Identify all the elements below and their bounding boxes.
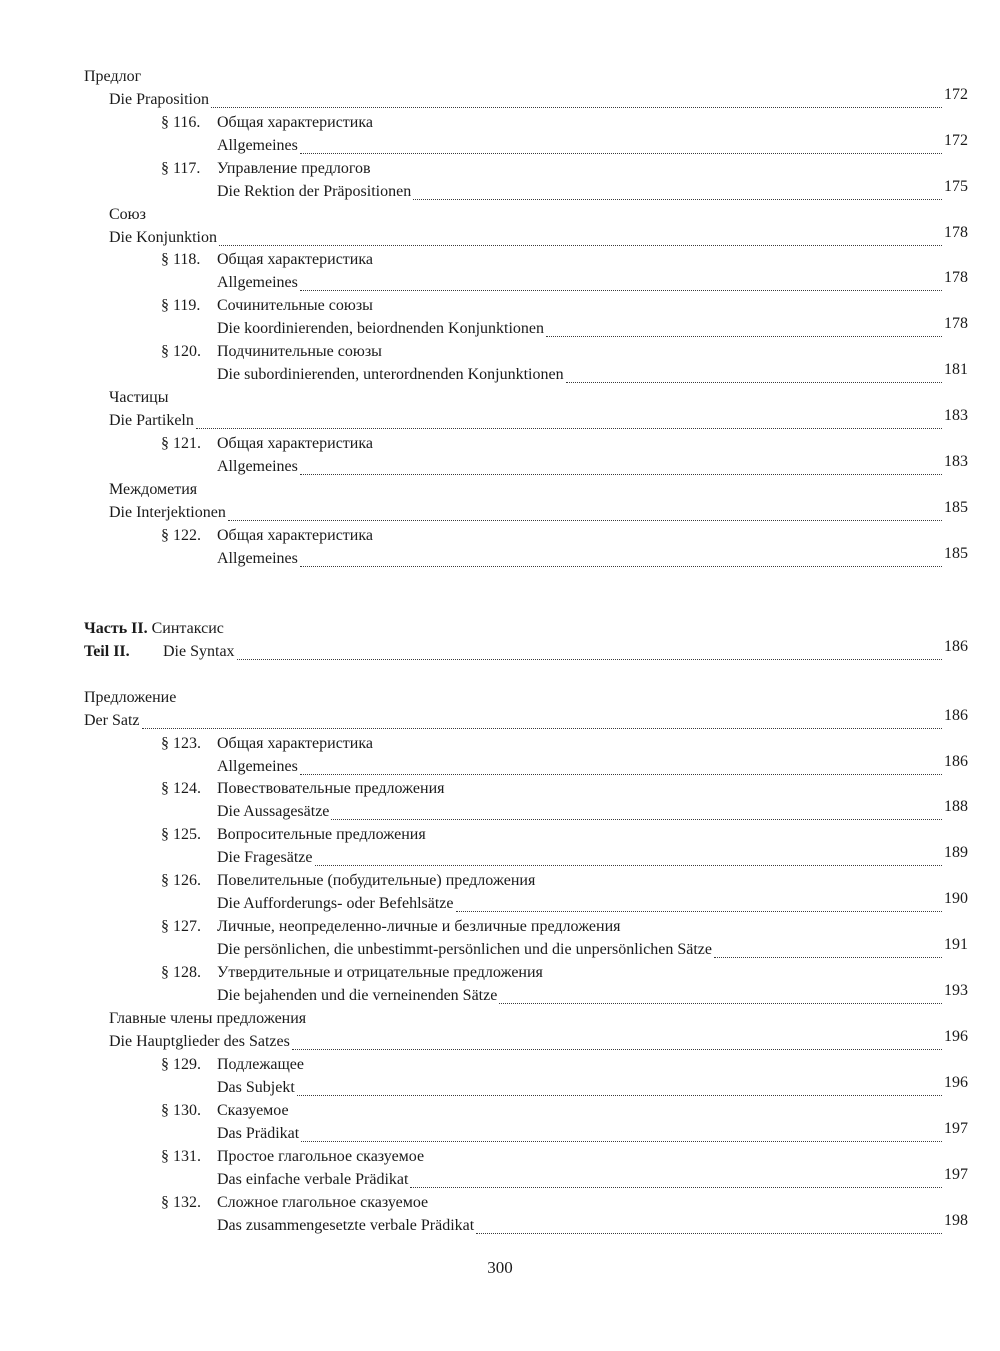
paragraph-heading-ru bbox=[161, 294, 373, 317]
entry-title: Das Prädikat bbox=[217, 1125, 300, 1142]
entry-page: 189 bbox=[944, 844, 968, 861]
toc-entry bbox=[109, 501, 968, 524]
dot-leader bbox=[300, 280, 942, 291]
entry-page: 178 bbox=[944, 269, 968, 286]
dot-leader bbox=[300, 143, 942, 154]
part-label: Часть II. bbox=[84, 620, 148, 637]
paragraph-title: Повествовательные предложения bbox=[217, 780, 445, 797]
dot-leader bbox=[228, 510, 942, 521]
toc-entry bbox=[217, 800, 968, 823]
entry-title: Das einfache verbale Prädikat bbox=[217, 1171, 409, 1188]
entry-title: Allgemeines bbox=[217, 758, 298, 775]
paragraph-number: § 123. bbox=[161, 735, 201, 752]
heading-text: Союз bbox=[109, 206, 146, 223]
heading-text: Главные члены предложения bbox=[109, 1010, 307, 1027]
heading-text: Частицы bbox=[109, 389, 169, 406]
dot-leader bbox=[301, 1131, 942, 1142]
paragraph-heading-ru bbox=[161, 1099, 289, 1122]
paragraph-heading-ru bbox=[161, 915, 621, 938]
dot-leader bbox=[315, 855, 942, 866]
entry-page: 196 bbox=[944, 1028, 968, 1045]
paragraph-heading-ru bbox=[161, 111, 373, 134]
paragraph-number: § 125. bbox=[161, 826, 201, 843]
entry-page: 190 bbox=[944, 890, 968, 907]
section-heading-ru bbox=[109, 1007, 306, 1030]
entry-page: 191 bbox=[944, 936, 968, 953]
heading-text: Предлог bbox=[84, 68, 142, 85]
toc-entry bbox=[217, 938, 968, 961]
heading-text: Междометия bbox=[109, 481, 198, 498]
paragraph-number: § 116. bbox=[161, 114, 201, 131]
paragraph-heading-ru bbox=[161, 1053, 304, 1076]
paragraph-title: Сложное глагольное сказуемое bbox=[217, 1194, 429, 1211]
section-heading-ru bbox=[84, 686, 176, 709]
paragraph-heading-ru bbox=[161, 1145, 424, 1168]
paragraph-title: Утвердительные и отрицательные предложения bbox=[217, 964, 543, 981]
paragraph-heading-ru bbox=[161, 732, 373, 755]
toc-entry bbox=[109, 1030, 968, 1053]
paragraph-number: § 120. bbox=[161, 343, 201, 360]
part-title: Синтаксис bbox=[151, 620, 224, 637]
paragraph-title: Сочинительные союзы bbox=[217, 297, 373, 314]
toc-entry bbox=[109, 409, 968, 432]
dot-leader bbox=[211, 97, 942, 108]
part-label: Teil II. bbox=[84, 643, 130, 660]
paragraph-title: Общая характеристика bbox=[217, 527, 373, 544]
paragraph-number: § 124. bbox=[161, 780, 201, 797]
paragraph-heading-ru bbox=[161, 823, 426, 846]
paragraph-heading-ru bbox=[161, 869, 535, 892]
paragraph-title: Сказуемое bbox=[217, 1102, 289, 1119]
entry-page: 175 bbox=[944, 178, 968, 195]
paragraph-title: Общая характеристика bbox=[217, 435, 373, 452]
toc-entry bbox=[217, 180, 968, 203]
dot-leader bbox=[499, 993, 942, 1004]
paragraph-heading-ru bbox=[161, 1191, 428, 1214]
dot-leader bbox=[292, 1039, 942, 1050]
heading-text: Предложение bbox=[84, 689, 177, 706]
toc-entry bbox=[217, 1214, 968, 1237]
toc-entry bbox=[217, 317, 968, 340]
dot-leader bbox=[413, 189, 942, 200]
entry-title: Das zusammengesetzte verbale Prädikat bbox=[217, 1217, 475, 1234]
paragraph-number: § 118. bbox=[161, 251, 201, 268]
entry-page: 183 bbox=[944, 453, 968, 470]
toc-entry bbox=[109, 226, 968, 249]
section-heading-ru bbox=[84, 65, 141, 88]
paragraph-number: § 131. bbox=[161, 1148, 201, 1165]
paragraph-number: § 130. bbox=[161, 1102, 201, 1119]
dot-leader bbox=[714, 947, 942, 958]
paragraph-title: Простое глагольное сказуемое bbox=[217, 1148, 425, 1165]
toc-entry bbox=[109, 88, 968, 111]
dot-leader bbox=[297, 1085, 942, 1096]
toc-entry bbox=[217, 755, 968, 778]
paragraph-number: § 126. bbox=[161, 872, 201, 889]
toc-entry bbox=[217, 1122, 968, 1145]
toc-entry bbox=[217, 1168, 968, 1191]
toc-entry bbox=[84, 640, 968, 663]
toc-entry bbox=[217, 892, 968, 915]
entry-page: 197 bbox=[944, 1166, 968, 1183]
dot-leader bbox=[300, 556, 942, 567]
entry-title: Die Hauptglieder des Satzes bbox=[109, 1033, 290, 1050]
entry-title: Die subordinierenden, unterordnenden Konjunktionen bbox=[217, 366, 564, 383]
dot-leader bbox=[237, 649, 942, 660]
paragraph-heading-ru bbox=[161, 524, 373, 547]
paragraph-number: § 119. bbox=[161, 297, 201, 314]
toc-entry bbox=[217, 363, 968, 386]
dot-leader bbox=[566, 372, 942, 383]
paragraph-number: § 121. bbox=[161, 435, 201, 452]
entry-page: 178 bbox=[944, 315, 968, 332]
dot-leader bbox=[476, 1223, 942, 1234]
entry-page: 186 bbox=[944, 638, 968, 655]
part-heading-ru bbox=[84, 617, 224, 640]
entry-title: Die Praposition bbox=[109, 91, 209, 108]
toc-entry bbox=[217, 271, 968, 294]
paragraph-number: § 127. bbox=[161, 918, 201, 935]
entry-title: Das Subjekt bbox=[217, 1079, 295, 1096]
paragraph-number: § 129. bbox=[161, 1056, 201, 1073]
entry-title: Allgemeines bbox=[217, 137, 298, 154]
paragraph-heading-ru bbox=[161, 961, 543, 984]
paragraph-title: Подлежащее bbox=[217, 1056, 304, 1073]
dot-leader bbox=[546, 326, 942, 337]
dot-leader bbox=[410, 1177, 942, 1188]
entry-title: Allgemeines bbox=[217, 458, 298, 475]
page-number: 300 bbox=[487, 1258, 513, 1277]
paragraph-heading-ru bbox=[161, 432, 373, 455]
toc-entry bbox=[217, 547, 968, 570]
entry-page: 193 bbox=[944, 982, 968, 999]
entry-title: Der Satz bbox=[84, 712, 140, 729]
entry-page: 198 bbox=[944, 1212, 968, 1229]
dot-leader bbox=[300, 764, 942, 775]
dot-leader bbox=[142, 718, 942, 729]
entry-title: Die Aussagesätze bbox=[217, 803, 330, 820]
paragraph-number: § 117. bbox=[161, 160, 201, 177]
dot-leader bbox=[456, 901, 942, 912]
toc-entry bbox=[84, 709, 968, 732]
entry-title: Die persönlichen, die unbestimmt-persönlichen und die unpersönlichen Sätze bbox=[217, 941, 712, 958]
entry-title: Die Aufforderungs- oder Befehlsätze bbox=[217, 895, 454, 912]
entry-title: Die koordinierenden, beiordnenden Konjunktionen bbox=[217, 320, 545, 337]
toc-entry bbox=[217, 846, 968, 869]
paragraph-heading-ru bbox=[161, 777, 444, 800]
toc-entry bbox=[217, 134, 968, 157]
entry-page: 188 bbox=[944, 798, 968, 815]
entry-page: 186 bbox=[944, 753, 968, 770]
paragraph-heading-ru bbox=[161, 340, 382, 363]
entry-page: 183 bbox=[944, 407, 968, 424]
part-title: Die Syntax bbox=[163, 643, 235, 660]
dot-leader bbox=[196, 418, 942, 429]
entry-page: 197 bbox=[944, 1120, 968, 1137]
entry-title: Die Partikeln bbox=[109, 412, 194, 429]
entry-title: Die Rektion der Präpositionen bbox=[217, 183, 412, 200]
entry-page: 185 bbox=[944, 545, 968, 562]
entry-page: 185 bbox=[944, 499, 968, 516]
section-heading-ru bbox=[109, 386, 168, 409]
entry-page: 186 bbox=[944, 707, 968, 724]
dot-leader bbox=[300, 464, 942, 475]
paragraph-number: § 132. bbox=[161, 1194, 201, 1211]
entry-title: Die Interjektionen bbox=[109, 504, 226, 521]
entry-page: 178 bbox=[944, 224, 968, 241]
dot-leader bbox=[331, 809, 942, 820]
paragraph-title: Общая характеристика bbox=[217, 114, 373, 131]
paragraph-title: Личные, неопределенно-личные и безличные предложения bbox=[217, 918, 621, 935]
entry-title: Die bejahenden und die verneinenden Sätze bbox=[217, 987, 498, 1004]
paragraph-number: § 128. bbox=[161, 964, 201, 981]
toc-entry bbox=[217, 455, 968, 478]
paragraph-number: § 122. bbox=[161, 527, 201, 544]
entry-page: 172 bbox=[944, 132, 968, 149]
paragraph-title: Общая характеристика bbox=[217, 735, 373, 752]
section-heading-ru bbox=[109, 478, 197, 501]
paragraph-title: Вопросительные предложения bbox=[217, 826, 426, 843]
paragraph-heading-ru bbox=[161, 248, 373, 271]
paragraph-heading-ru bbox=[161, 157, 371, 180]
paragraph-title: Повелительные (побудительные) предложения bbox=[217, 872, 536, 889]
entry-page: 196 bbox=[944, 1074, 968, 1091]
dot-leader bbox=[219, 235, 942, 246]
paragraph-title: Подчинительные союзы bbox=[217, 343, 382, 360]
paragraph-title: Управление предлогов bbox=[217, 160, 371, 177]
entry-title-group bbox=[84, 640, 235, 663]
entry-title: Allgemeines bbox=[217, 550, 298, 567]
entry-page: 172 bbox=[944, 86, 968, 103]
paragraph-title: Общая характеристика bbox=[217, 251, 373, 268]
toc-entry bbox=[217, 1076, 968, 1099]
toc-entry bbox=[217, 984, 968, 1007]
entry-title: Allgemeines bbox=[217, 274, 298, 291]
entry-title: Die Konjunktion bbox=[109, 229, 217, 246]
entry-page: 181 bbox=[944, 361, 968, 378]
entry-title: Die Fragesätze bbox=[217, 849, 313, 866]
section-heading-ru bbox=[109, 203, 146, 226]
